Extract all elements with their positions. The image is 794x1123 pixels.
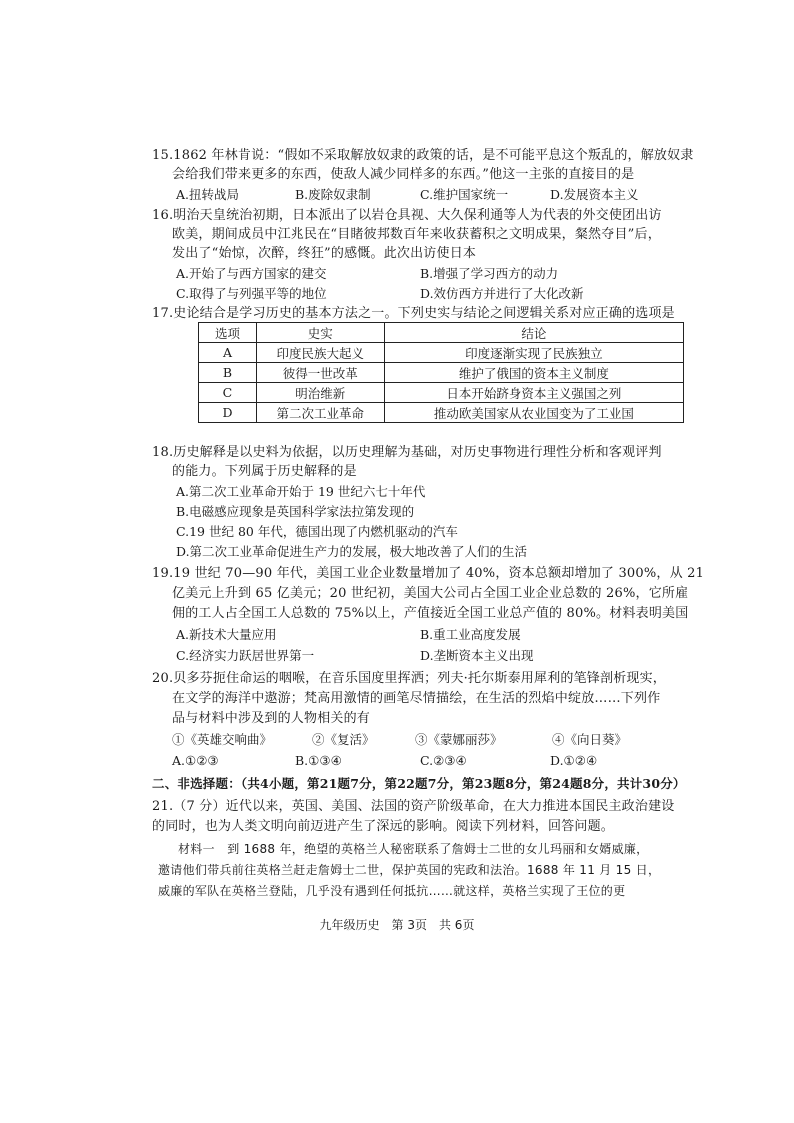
q20-stem-line-1: 20.贝多芬扼住命运的咽喉，在音乐国度里挥洒；列夫·托尔斯泰用犀利的笔锋剖析现实， xyxy=(152,671,667,686)
table-cell: 明治维新 xyxy=(256,383,384,403)
q16-option-a: A.开始了与西方国家的建交 xyxy=(176,266,327,281)
table-cell: D xyxy=(199,403,257,423)
q16-stem-line-1: 16.明治天皇统治初期，日本派出了以岩仓具视、大久保利通等人为代表的外交使团出访 xyxy=(152,208,662,223)
q19-option-b: B.重工业高度发展 xyxy=(420,627,521,642)
q20-option-b: B.①③④ xyxy=(295,753,342,768)
q16-stem-line-2: 欧美，期间成员中江兆民在“目睹彼邦数百年来收获蓄积之文明成果，粲然夺目”后， xyxy=(172,227,661,242)
q20-option-d: D.①②④ xyxy=(550,753,598,768)
q20-work-3: ③《蒙娜丽莎》 xyxy=(415,732,503,747)
q19-stem-line-2: 亿美元上升到 65 亿美元；20 世纪初，美国大公司占全国工业企业总数的 26%，它所雇 xyxy=(172,586,689,601)
table-cell: 第二次工业革命 xyxy=(256,403,384,423)
q19-stem-line-1: 19.19 世纪 70—90 年代，美国工业企业数量增加了 40%，资本总额却增加了 300%，从 21 xyxy=(152,566,705,581)
q18-option-d: D.第二次工业革命促进生产力的发展，极大地改善了人们的生活 xyxy=(176,544,528,559)
q15-option-b: B.废除奴隶制 xyxy=(295,187,371,202)
q16-option-d: D.效仿西方并进行了大化改新 xyxy=(420,286,584,301)
q15-option-d: D.发展资本主义 xyxy=(550,187,639,202)
table-cell: 彼得一世改革 xyxy=(256,363,384,383)
table-row xyxy=(199,343,684,363)
q20-stem-line-3: 品与材料中涉及到的人物相关的有 xyxy=(172,711,371,726)
q20-stem-line-2: 在文学的海洋中遨游；梵高用激情的画笔尽情描绘，在生活的烈焰中绽放……下列作 xyxy=(172,691,661,706)
q15-option-c: C.维护国家统一 xyxy=(420,187,509,202)
q19-stem-line-3: 佣的工人占全国工人总数的 75%以上，产值接近全国工业总产值的 80%。材料表明美国 xyxy=(172,606,689,621)
q20-work-2: ②《复活》 xyxy=(312,732,375,747)
table-cell: C xyxy=(199,383,257,403)
table-row xyxy=(199,383,684,403)
section-2-heading: 二、非选择题：（共4小题，第21题7分，第22题7分，第23题8分，第24题8分，共计30分） xyxy=(152,776,686,791)
table-cell: 维护了俄国的资本主义制度 xyxy=(384,363,683,383)
q19-option-c: C.经济实力跃居世界第一 xyxy=(176,648,315,663)
q20-option-a: A.①②③ xyxy=(172,753,219,768)
table-cell: 推动欧美国家从农业国变为了工业国 xyxy=(384,403,683,423)
q17-stem: 17.史论结合是学习历史的基本方法之一。下列史实与结论之间逻辑关系对应正确的选项是 xyxy=(152,306,675,321)
q19-option-d: D.垄断资本主义出现 xyxy=(420,648,534,663)
table-header-conclusion: 结论 xyxy=(384,323,683,343)
q18-option-b: B.电磁感应现象是英国科学家法拉第发现的 xyxy=(176,504,415,519)
table-header-row xyxy=(199,323,684,343)
q16-option-c: C.取得了与列强平等的地位 xyxy=(176,286,327,301)
q16-stem-line-3: 发出了“始惊，次醉，终狂”的感慨。此次出访使日本 xyxy=(172,246,477,261)
table-header-option: 选项 xyxy=(199,323,257,343)
q19-option-a: A.新技术大量应用 xyxy=(176,627,277,642)
q15-stem-line-1: 15.1862 年林肯说：“假如不采取解放奴隶的政策的话，是不可能平息这个叛乱的，解放奴隶 xyxy=(152,148,694,163)
q21-stem-line-1: 21.（7 分）近代以来，英国、美国、法国的资产阶级革命，在大力推进本国民主政治建设 xyxy=(152,799,675,814)
table-row xyxy=(199,363,684,383)
q21-material-line-3: 威廉的军队在英格兰登陆，几乎没有遇到任何抵抗……就这样，英格兰实现了王位的更 xyxy=(158,884,626,898)
q18-option-c: C.19 世纪 80 年代，德国出现了内燃机驱动的汽车 xyxy=(176,524,458,539)
q17-table xyxy=(198,322,684,423)
q21-material-line-1: 材料一 到 1688 年，绝望的英格兰人秘密联系了詹姆士二世的女儿玛丽和女婿威廉， xyxy=(178,842,649,856)
table-header-fact: 史实 xyxy=(256,323,384,343)
q18-option-a: A.第二次工业革命开始于 19 世纪六七十年代 xyxy=(176,484,426,499)
q15-stem-line-2: 会给我们带来更多的东西，使敌人减少同样多的东西。”他这一主张的直接目的是 xyxy=(172,167,635,182)
q15-option-a: A.扭转战局 xyxy=(176,187,240,202)
table-cell: A xyxy=(199,343,257,363)
table-cell: B xyxy=(199,363,257,383)
table-cell: 印度逐渐实现了民族独立 xyxy=(384,343,683,363)
q20-work-1: ①《英雄交响曲》 xyxy=(172,732,273,747)
q16-option-b: B.增强了学习西方的动力 xyxy=(420,266,559,281)
q20-option-c: C.②③④ xyxy=(420,753,467,768)
table-cell: 日本开始跻身资本主义强国之列 xyxy=(384,383,683,403)
table-cell: 印度民族大起义 xyxy=(256,343,384,363)
q18-stem-line-2: 的能力。下列属于历史解释的是 xyxy=(172,464,357,479)
q18-stem-line-1: 18.历史解释是以史料为依据，以历史理解为基础，对历史事物进行理性分析和客观评判 xyxy=(152,445,662,460)
page-footer: 九年级历史 第 3页 共 6页 xyxy=(319,918,475,932)
q21-material-line-2: 邀请他们带兵前往英格兰赶走詹姆士二世，保护英国的宪政和法治。1688 年 11 月 15 日， xyxy=(158,863,661,877)
q21-stem-line-2: 的同时，也为人类文明向前迈进产生了深远的影响。阅读下列材料，回答问题。 xyxy=(152,819,615,834)
table-row xyxy=(199,403,684,423)
q20-work-4: ④《向日葵》 xyxy=(552,732,628,747)
